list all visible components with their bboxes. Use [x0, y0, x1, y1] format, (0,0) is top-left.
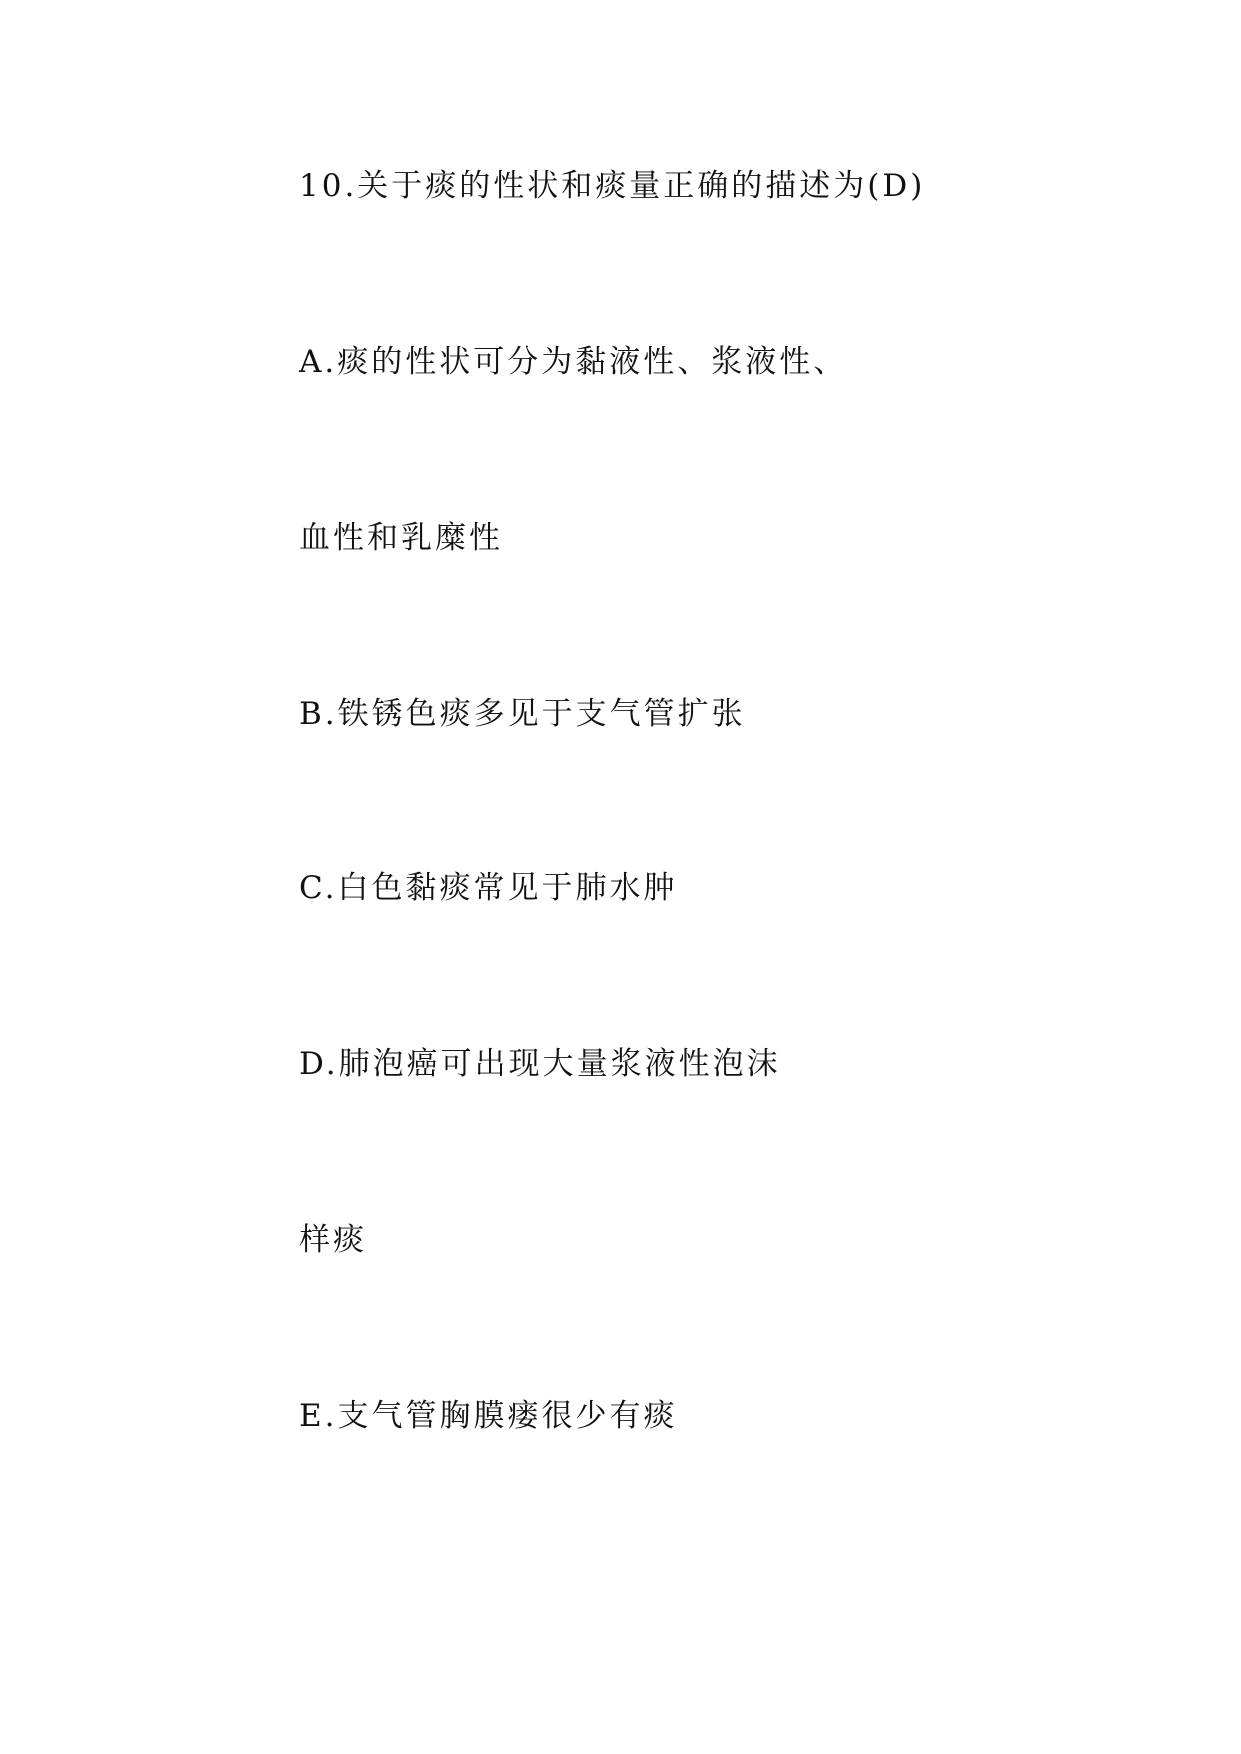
option-d-line2: 样痰 — [299, 1222, 367, 1258]
question-stem: 10.关于痰的性状和痰量正确的描述为(D) — [299, 168, 926, 204]
option-a-line2: 血性和乳糜性 — [299, 520, 503, 556]
option-e: E.支气管胸膜瘘很少有痰 — [299, 1398, 678, 1434]
option-b: B.铁锈色痰多见于支气管扩张 — [299, 696, 746, 732]
option-d-line1: D.肺泡癌可出现大量浆液性泡沫 — [299, 1046, 781, 1082]
option-c: C.白色黏痰常见于肺水肿 — [299, 870, 678, 906]
option-a-line1: A.痰的性状可分为黏液性、浆液性、 — [299, 344, 848, 380]
